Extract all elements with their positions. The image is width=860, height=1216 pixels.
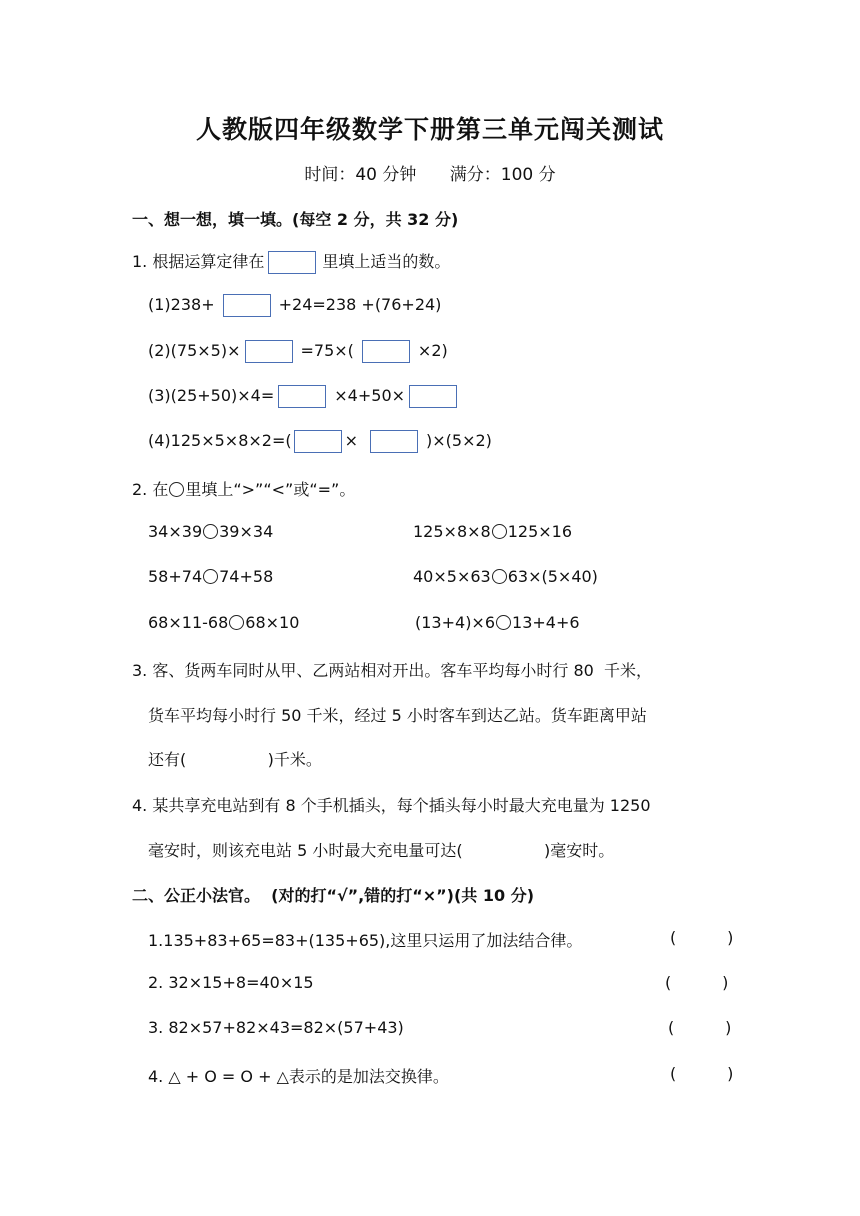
q1-item-1: (1)238+ +24=238 +(76+24)	[148, 294, 441, 317]
section-1-heading: 一、想一想，填一填。(每空 2 分，共 32 分)	[132, 210, 459, 229]
judge-answer-1[interactable]: ( )	[670, 928, 734, 947]
q2-row-2-left: 58+74 74+58	[148, 567, 274, 586]
exam-score: 满分：100 分	[449, 165, 556, 185]
judge-item-4: 4. △ + O = O + △表示的是加法交换律。	[148, 1067, 449, 1086]
judge-item-2: 2. 32×15+8=40×15	[148, 973, 314, 992]
judge-item-3: 3. 82×57+82×43=82×(57+43)	[148, 1018, 404, 1037]
answer-box-sample	[268, 251, 316, 274]
q2-row-1-left: 34×39 39×34	[148, 522, 274, 541]
answer-box[interactable]	[362, 340, 410, 363]
q2-row-3-right: (13+4)×6 13+4+6	[415, 613, 580, 632]
q1-intro: 1. 根据运算定律在 里填上适当的数。	[132, 249, 450, 274]
compare-circle[interactable]	[492, 569, 507, 584]
compare-circle[interactable]	[492, 524, 507, 539]
section-2-heading: 二、公正小法官。 (对的打“√”,错的打“×”)(共 10 分)	[132, 886, 535, 905]
q1-item-3: (3)(25+50)×4= ×4+50×	[148, 385, 465, 408]
q3-line-1: 3. 客、货两车同时从甲、乙两站相对开出。客车平均每小时行 80 千米，	[132, 661, 652, 680]
compare-circle[interactable]	[229, 615, 244, 630]
answer-box[interactable]	[245, 340, 293, 363]
answer-box[interactable]	[278, 385, 326, 408]
q4-line-2: 毫安时，则该充电站 5 小时最大充电量可达( )毫安时。	[148, 841, 615, 860]
judge-item-1: 1.135+83+65=83+(135+65),这里只运用了加法结合律。	[148, 931, 583, 950]
q3-line-2: 货车平均每小时行 50 千米，经过 5 小时客车到达乙站。货车距离甲站	[148, 706, 647, 725]
answer-box[interactable]	[223, 294, 271, 317]
q1-item-2: (2)(75×5)× =75×( ×2)	[148, 340, 448, 363]
circle-icon	[169, 482, 184, 497]
compare-circle[interactable]	[203, 569, 218, 584]
answer-box[interactable]	[409, 385, 457, 408]
q2-row-2-right: 40×5×63 63×(5×40)	[413, 567, 598, 586]
q3-line-3: 还有( )千米。	[148, 750, 322, 769]
q2-row-3-left: 68×11-68 68×10	[148, 613, 300, 632]
compare-circle[interactable]	[496, 615, 511, 630]
q2-row-1-right: 125×8×8 125×16	[413, 522, 573, 541]
q4-line-1: 4. 某共享充电站到有 8 个手机插头，每个插头每小时最大充电量为 1250	[132, 796, 651, 815]
answer-box[interactable]	[370, 430, 418, 453]
q2-intro: 2. 在 里填上“>”“<”或“=”。	[132, 480, 356, 499]
judge-answer-2[interactable]: ( )	[665, 973, 729, 992]
exam-time: 时间：40 分钟	[304, 165, 417, 185]
compare-circle[interactable]	[203, 524, 218, 539]
judge-answer-3[interactable]: ( )	[668, 1018, 732, 1037]
page-title: 人教版四年级数学下册第三单元闯关测试	[195, 115, 664, 144]
judge-answer-4[interactable]: ( )	[670, 1064, 734, 1083]
answer-box[interactable]	[294, 430, 342, 453]
exam-info	[0, 160, 860, 185]
q1-item-4: (4)125×5×8×2=( × )×(5×2)	[148, 430, 492, 453]
